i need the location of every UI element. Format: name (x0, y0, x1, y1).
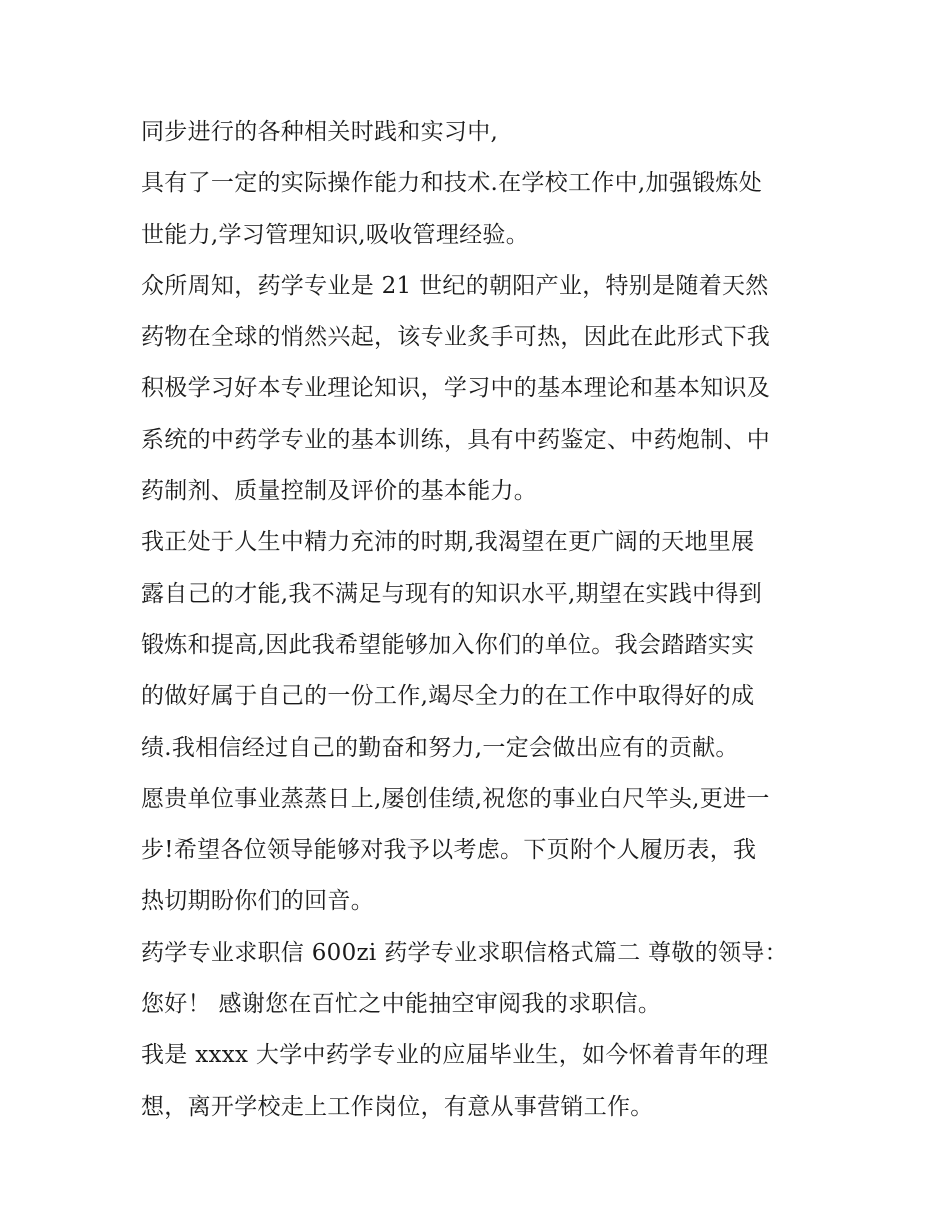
text-line: 愿贵单位事业蒸蒸日上,屡创佳绩,祝您的事业白尺竿头,更进一 (141, 785, 770, 812)
text-line: 绩.我相信经过自己的勤奋和努力,一定会做出应有的贡献。 (141, 734, 739, 761)
text-line: 众所周知，药学专业是 21 世纪的朝阳产业，特别是随着天然 (141, 272, 769, 299)
text-line: 同步进行的各种相关时践和实习中, (141, 119, 499, 145)
text-line: 步!希望各位领导能够对我予以考虑。下页附个人履历表，我 (141, 837, 757, 864)
text-line: 具有了一定的实际操作能力和技术.在学校工作中,加强锻炼处 (141, 170, 763, 197)
text-line: 积极学习好本专业理论知识，学习中的基本理论和基本知识及 (141, 375, 771, 402)
text-line: 世能力,学习管理知识,吸收管理经验。 (141, 221, 530, 248)
text-line: 药学专业求职信 600zi 药学专业求职信格式篇二 尊敬的领导： (141, 939, 788, 966)
text-line: 锻炼和提高,因此我希望能够加入你们的单位。我会踏踏实实 (141, 631, 755, 658)
text-line: 药物在全球的悄然兴起，该专业炙手可热，因此在此形式下我 (141, 324, 771, 351)
text-line: 露自己的才能,我不满足与现有的知识水平,期望在实践中得到 (141, 580, 763, 607)
text-line: 您好！ 感谢您在百忙之中能抽空审阅我的求职信。 (141, 991, 662, 1018)
text-line: 的做好属于自己的一份工作,竭尽全力的在工作中取得好的成 (141, 683, 755, 710)
text-line: 热切期盼你们的回音。 (141, 888, 374, 915)
text-line: 我正处于人生中精力充沛的时期,我渴望在更广阔的天地里展 (141, 529, 755, 556)
text-line: 系统的中药学专业的基本训练，具有中药鉴定、中药炮制、中 (141, 426, 771, 453)
text-line: 我是 xxxx 大学中药学专业的应届毕业生，如今怀着青年的理 (141, 1042, 769, 1069)
document-body (141, 107, 821, 1133)
text-line: 药制剂、质量控制及评价的基本能力。 (141, 478, 538, 505)
text-line: 想，离开学校走上工作岗位，有意从事营销工作。 (141, 1093, 654, 1120)
